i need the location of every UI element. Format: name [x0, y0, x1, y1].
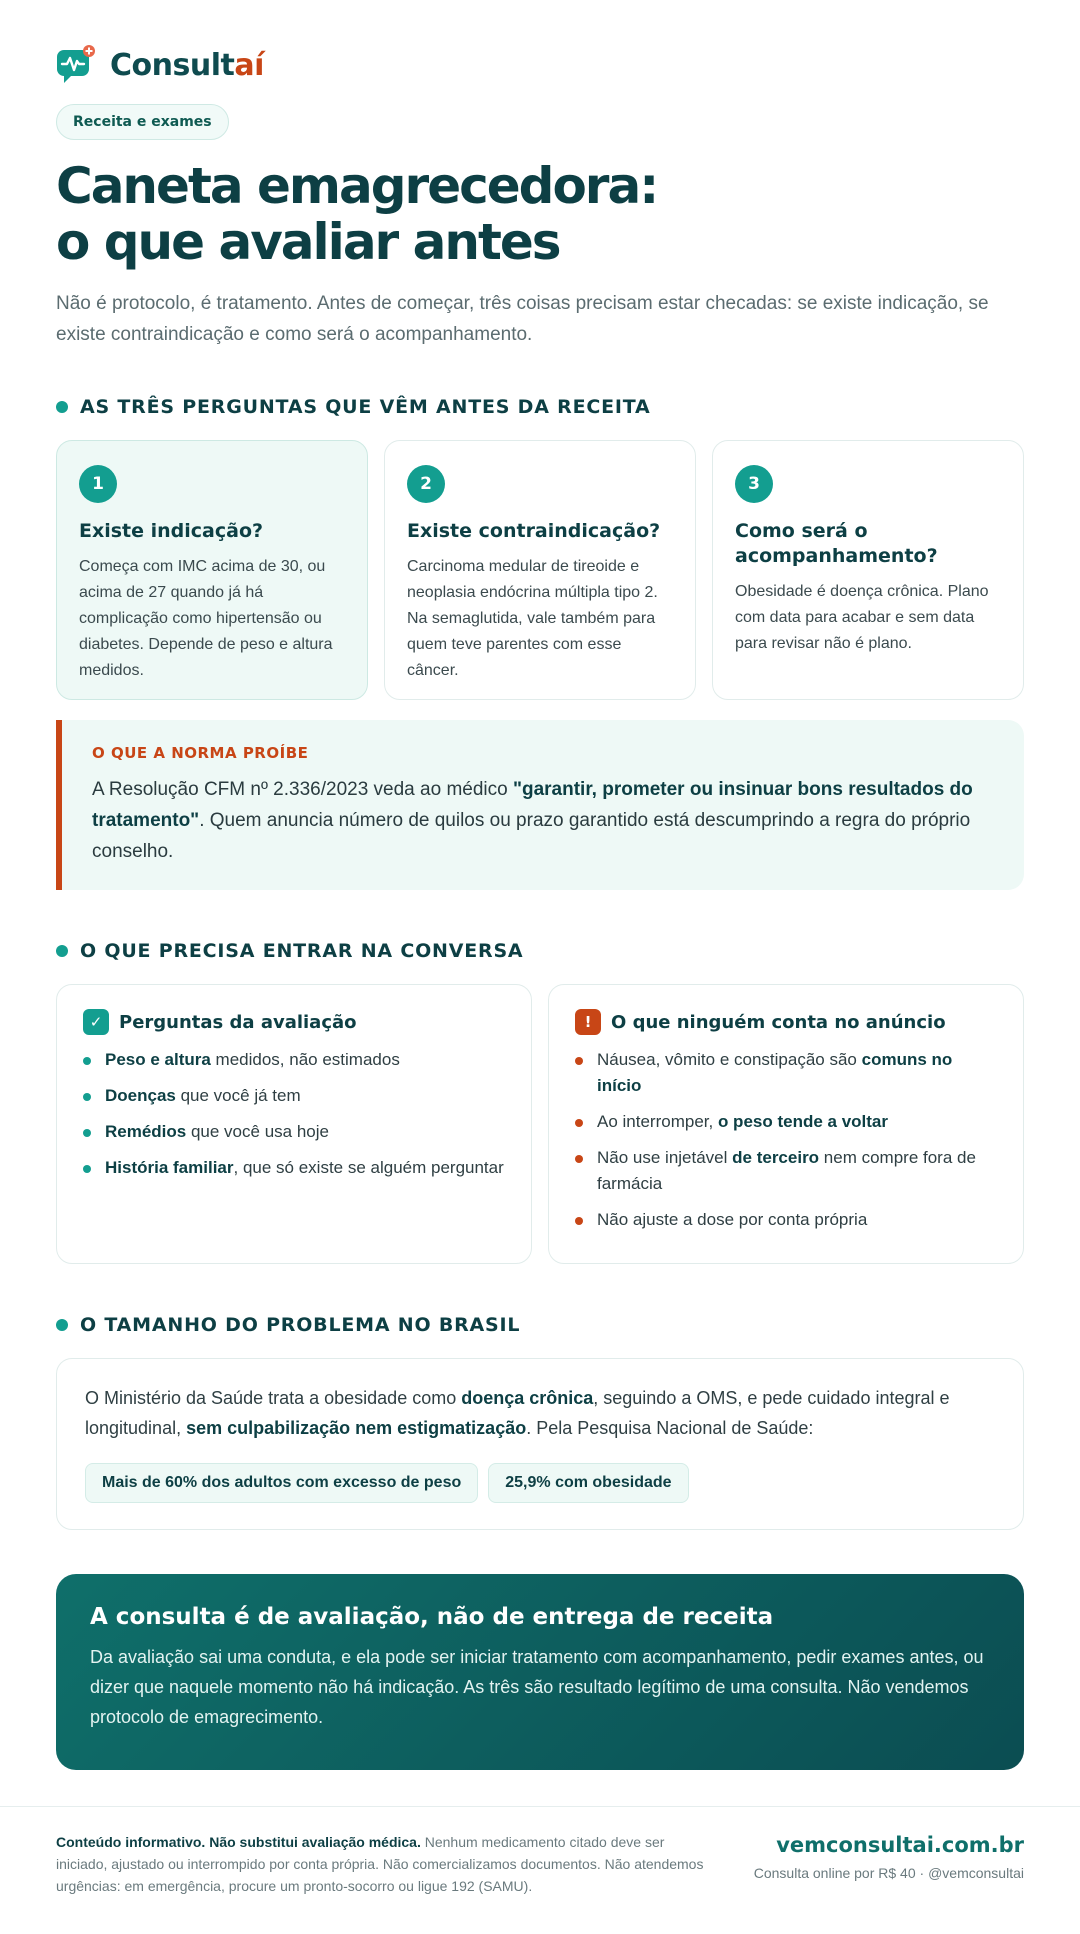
question-card-text: Carcinoma medular de tireoide e neoplasia endócrina múltipla tipo 2. Na semaglutida, vale também para quem teve parentes com esse câncer.	[407, 558, 658, 679]
question-card-2	[384, 440, 696, 700]
bullet-dot-icon	[56, 1319, 68, 1331]
disclaimer-text: Nenhum medicamento citado deve ser iniciado, ajustado ou interrompido por conta própria. Não comercializamos documentos. Não atendemos urgências: em emergência, procure um pronto-socorro ou ligue 192 (SAMU).	[56, 1834, 704, 1894]
untold-facts-box	[548, 984, 1024, 1264]
list-item-text: que você usa hoje	[186, 1122, 329, 1141]
question-card-text: Obesidade é doença crônica. Plano com data para acabar e sem data para revisar não é plano.	[735, 583, 989, 652]
list-item	[575, 1207, 997, 1233]
brand-name[interactable]	[110, 48, 264, 83]
callout-text-post: . Quem anuncia número de quilos ou prazo garantido está descumprindo a regra do próprio conselho.	[92, 810, 971, 862]
question-card-1	[56, 440, 368, 700]
section-title-questions	[56, 396, 1024, 418]
footer-meta: Consulta online por R$ 40 · @vemconsultai	[753, 1865, 1024, 1881]
list-item-bold: Remédios	[105, 1122, 187, 1141]
list-item	[83, 1155, 505, 1181]
list-item-bold: História familiar	[105, 1158, 234, 1177]
question-card-text: Começa com IMC acima de 30, ou acima de 27 quando já há complicação como hipertensão ou diabetes. Depende de peso e altura medidos.	[79, 558, 333, 679]
problem-bold-1: doença crônica	[461, 1388, 594, 1408]
footer-contact	[754, 1831, 1024, 1897]
brand-header	[56, 0, 1024, 94]
list-item	[83, 1119, 505, 1145]
list-item-bold: de terceiro	[732, 1148, 820, 1167]
list-item-text: Não ajuste a dose por conta própria	[597, 1210, 868, 1229]
list-item-text: medidos, não estimados	[210, 1050, 400, 1069]
footer-disclaimer	[56, 1831, 716, 1897]
evaluation-box-title: Perguntas da avaliação	[119, 1011, 357, 1033]
callout-label: O QUE A NORMA PROÍBE	[92, 744, 309, 762]
stat-pill-overweight: Mais de 60% dos adultos com excesso de peso	[85, 1463, 478, 1503]
cta-text: Da avaliação sai uma conduta, e ela pode ser iniciar tratamento com acompanhamento, pedir exames antes, ou dizer que naquele momento não há indicação. As três são resultado legítimo de uma consulta. Não vendemos protocolo de emagrecimento.	[90, 1647, 984, 1727]
step-number-1: 1	[79, 465, 117, 503]
problem-bold-2: sem culpabilização nem estigmatização	[186, 1418, 527, 1438]
evaluation-questions-box	[56, 984, 532, 1264]
title-line-2: o que avaliar antes	[56, 213, 560, 271]
problem-text-2: , seguindo a OMS, e pede cuidado integral e longitudinal,	[85, 1388, 950, 1438]
footer	[0, 1806, 1080, 1897]
step-number-3: 3	[735, 465, 773, 503]
question-card-title: Existe contraindicação?	[407, 520, 661, 542]
list-item	[83, 1083, 505, 1109]
category-tag: Receita e exames	[56, 104, 229, 140]
norm-callout	[56, 720, 1024, 890]
problem-text-1: O Ministério da Saúde trata a obesidade como	[85, 1388, 462, 1408]
list-item-text: Náusea, vômito e constipação são	[597, 1050, 862, 1069]
section-title-conversation	[56, 940, 1024, 962]
list-item-text: , que só existe se alguém perguntar	[233, 1158, 504, 1177]
question-card-title: Existe indicação?	[79, 520, 264, 542]
conversation-boxes	[56, 984, 1024, 1264]
untold-box-title: O que ninguém conta no anúncio	[611, 1011, 946, 1033]
list-item-bold: o peso tende a voltar	[717, 1112, 888, 1131]
list-item-text: Ao interromper,	[597, 1112, 718, 1131]
problem-stats-box	[56, 1358, 1024, 1530]
untold-box-header	[575, 1009, 997, 1035]
callout-text-quote: "garantir, prometer ou insinuar bons resultados do tratamento"	[92, 779, 973, 831]
brand-name-accent: aí	[234, 47, 264, 83]
callout-text	[92, 774, 994, 867]
list-item	[575, 1109, 997, 1135]
evaluation-list	[83, 1047, 505, 1181]
list-item-text: que você já tem	[175, 1086, 301, 1105]
page-title	[56, 158, 1024, 270]
problem-text-3: . Pela Pesquisa Nacional de Saúde:	[526, 1418, 814, 1438]
section-title-problem	[56, 1314, 1024, 1336]
list-item-bold: comuns no início	[597, 1050, 953, 1095]
title-line-1: Caneta emagrecedora:	[56, 157, 658, 215]
cta-banner	[56, 1574, 1024, 1770]
problem-text	[85, 1383, 995, 1443]
untold-list	[575, 1047, 997, 1233]
list-item-text: nem compre fora de farmácia	[597, 1148, 976, 1193]
list-item-bold: Peso e altura	[105, 1050, 211, 1069]
check-icon: ✓	[83, 1009, 109, 1035]
question-cards	[56, 440, 1024, 700]
list-item-text: Não use injetável	[597, 1148, 733, 1167]
bullet-dot-icon	[56, 401, 68, 413]
lead-paragraph: Não é protocolo, é tratamento. Antes de começar, três coisas precisam estar checadas: se existe indicação, se existe contraindicação e como será o acompanhamento.	[56, 293, 989, 345]
list-item	[83, 1047, 505, 1073]
list-item	[575, 1047, 997, 1099]
chat-heartbeat-logo-icon	[56, 45, 96, 85]
warning-icon: !	[575, 1009, 601, 1035]
section-title-problem-text: O TAMANHO DO PROBLEMA NO BRASIL	[80, 1314, 521, 1336]
disclaimer-bold: Conteúdo informativo. Não substitui avaliação médica.	[56, 1834, 421, 1850]
question-card-title: Como será o acompanhamento?	[735, 520, 938, 567]
section-title-questions-text: AS TRÊS PERGUNTAS QUE VÊM ANTES DA RECEITA	[80, 396, 651, 418]
stat-pill-obesity: 25,9% com obesidade	[488, 1463, 688, 1503]
bullet-dot-icon	[56, 945, 68, 957]
cta-title: A consulta é de avaliação, não de entrega de receita	[90, 1604, 774, 1630]
section-title-conversation-text: O QUE PRECISA ENTRAR NA CONVERSA	[80, 940, 524, 962]
stat-pills	[85, 1463, 995, 1503]
question-card-3	[712, 440, 1024, 700]
list-item	[575, 1145, 997, 1197]
brand-name-main: Consult	[110, 47, 235, 83]
site-link[interactable]: vemconsultai.com.br	[776, 1833, 1024, 1857]
evaluation-box-header	[83, 1009, 505, 1035]
list-item-bold: Doenças	[105, 1086, 176, 1105]
callout-text-pre: A Resolução CFM nº 2.336/2023 veda ao médico	[92, 779, 513, 800]
step-number-2: 2	[407, 465, 445, 503]
